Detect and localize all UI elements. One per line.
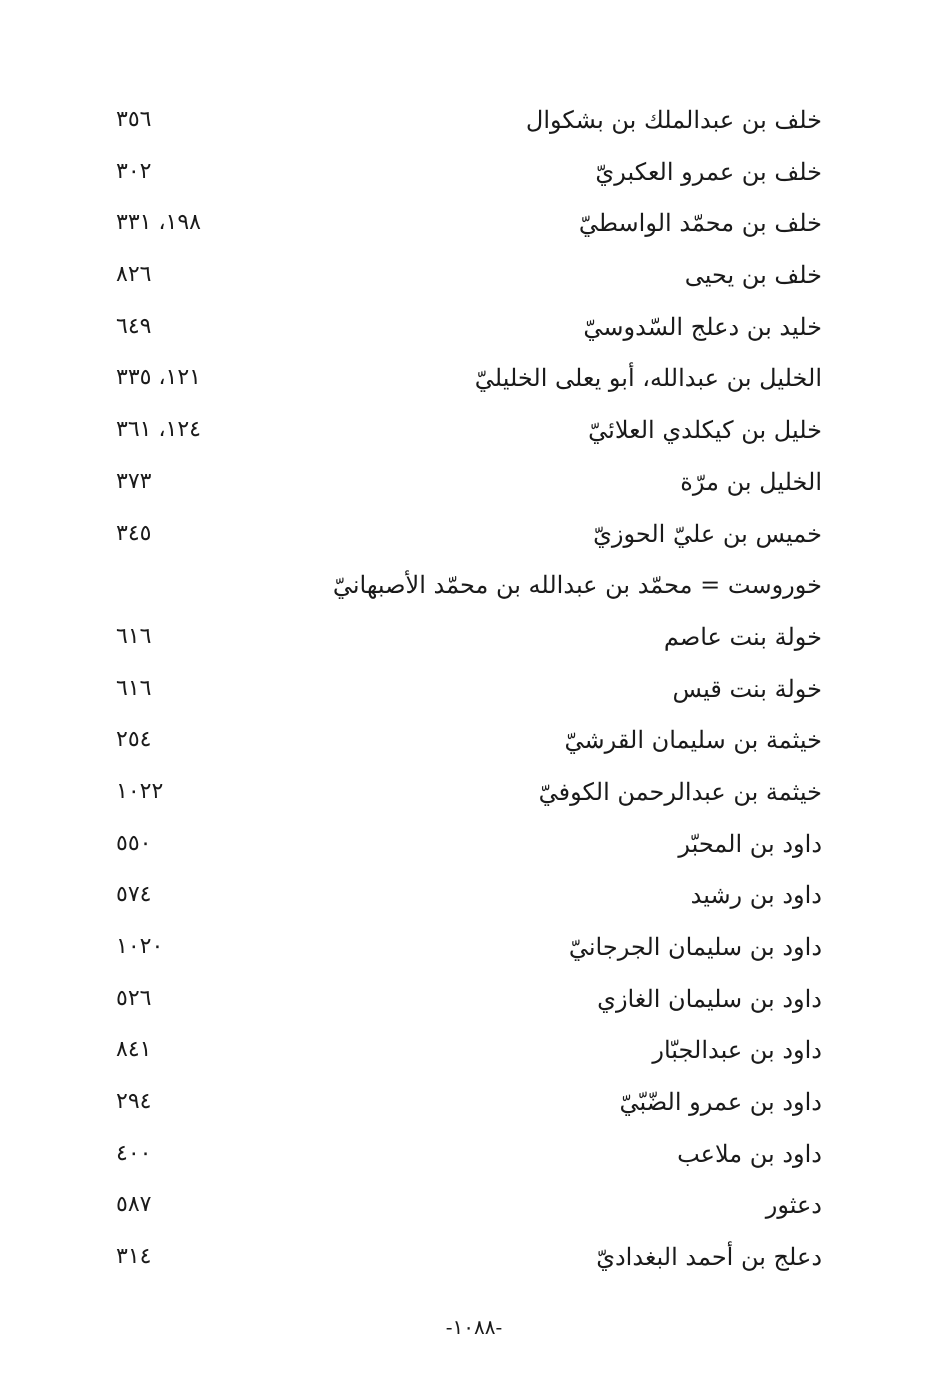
entry-name: خلف بن يحيى (684, 261, 822, 290)
index-entry (100, 665, 822, 717)
entry-page-refs: ١٠٢٢ (116, 778, 164, 804)
index-entry (100, 406, 822, 458)
entry-name: داود بن ملاعب (677, 1139, 822, 1168)
index-entry (100, 923, 822, 975)
entry-page-refs: ٣٤٥ (116, 520, 152, 546)
index-entry (100, 820, 822, 872)
entry-name: خيثمة بن سليمان القرشيّ (564, 726, 822, 755)
entry-page-refs: ٣٧٣ (116, 468, 152, 494)
index-entry (100, 1130, 822, 1182)
name-index-list (100, 96, 822, 1285)
entry-page-refs: ٣٠٢ (116, 158, 152, 184)
entry-name: داود بن سليمان الغازي (597, 984, 822, 1013)
entry-page-refs: ١٢٤، ٣٦١ (116, 417, 201, 443)
entry-name: داود بن عمرو الضّبّيّ (619, 1088, 822, 1117)
entry-name: خليد بن دعلج السّدوسيّ (583, 312, 822, 341)
entry-page-refs: ٨٤١ (116, 1037, 152, 1063)
index-entry (100, 354, 822, 406)
entry-page-refs: ١٩٨، ٣٣١ (116, 210, 201, 236)
entry-name: داود بن سليمان الجرجانيّ (568, 933, 822, 961)
entry-page-refs: ٥٧٤ (116, 882, 152, 908)
index-entry (100, 768, 822, 820)
index-entry (100, 303, 822, 355)
index-entry (100, 251, 822, 303)
entry-page-refs: ٦٤٩ (116, 313, 152, 339)
index-entry (100, 1026, 822, 1078)
page-number: -١٠٨٨- (445, 1315, 503, 1339)
index-entry (100, 1233, 822, 1285)
entry-name: خليل بن كيكلدي العلائيّ (588, 416, 822, 445)
entry-page-refs: ٨٢٦ (116, 262, 152, 288)
entry-page-refs: ٢٩٤ (116, 1089, 152, 1115)
entry-page-refs: ٥٨٧ (116, 1192, 152, 1218)
entry-name: داود بن رشيد (690, 881, 822, 910)
index-entry (100, 96, 822, 148)
entry-name: دعلج بن أحمد البغداديّ (596, 1243, 822, 1272)
entry-page-refs: ١٠٢٠ (116, 934, 164, 959)
index-entry (100, 613, 822, 665)
index-entry (100, 148, 822, 200)
entry-page-refs: ٢٥٤ (116, 727, 152, 753)
entry-name: داود بن عبدالجبّار (652, 1036, 822, 1065)
index-entry (100, 1181, 822, 1233)
entry-page-refs: ٥٢٦ (116, 985, 152, 1011)
entry-name: خلف بن عبدالملك بن بشكوال (525, 106, 822, 134)
entry-name: خولة بنت قيس (672, 674, 822, 703)
entry-name: خولة بنت عاصم (663, 622, 822, 651)
index-entry (100, 458, 822, 510)
entry-name: داود بن المحبّر (678, 829, 822, 858)
entry-page-refs: ٥٥٠ (116, 830, 152, 856)
entry-name: الخليل بن عبدالله، أبو يعلى الخليليّ (474, 364, 822, 393)
entry-name: خميس بن عليّ الحوزيّ (593, 519, 822, 548)
entry-page-refs: ٦١٦ (116, 623, 152, 649)
index-entry (100, 716, 822, 768)
index-entry-cross-reference (100, 561, 822, 613)
entry-name: خلف بن عمرو العكبريّ (595, 157, 822, 186)
entry-page-refs: ٣٥٦ (116, 107, 152, 132)
index-entry (100, 1078, 822, 1130)
entry-name: دعثور (765, 1191, 822, 1220)
index-entry (100, 871, 822, 923)
entry-page-refs: ١٢١، ٣٣٥ (116, 365, 201, 391)
entry-name: خوروست = محمّد بن عبدالله بن محمّد الأصبهانيّ (332, 571, 822, 600)
index-entry (100, 975, 822, 1027)
entry-name: خيثمة بن عبدالرحمن الكوفيّ (538, 777, 822, 806)
entry-page-refs: ٤٠٠ (116, 1140, 152, 1166)
entry-name: الخليل بن مرّة (680, 467, 822, 496)
entry-page-refs: ٦١٦ (116, 675, 152, 701)
index-entry (100, 199, 822, 251)
index-entry (100, 510, 822, 562)
entry-page-refs: ٣١٤ (116, 1244, 152, 1270)
entry-name: خلف بن محمّد الواسطيّ (578, 209, 822, 238)
